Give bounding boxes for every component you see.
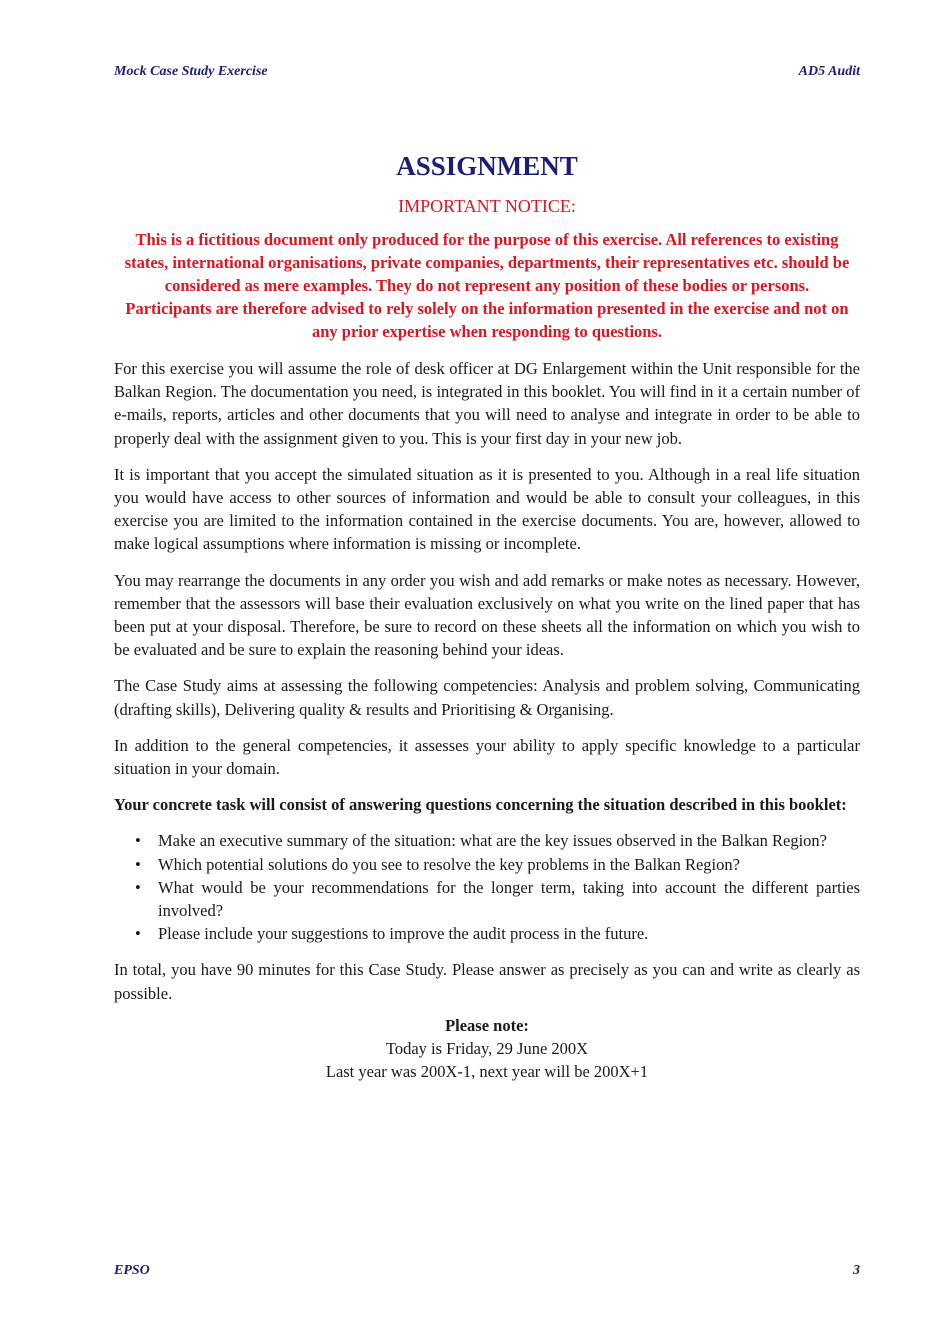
- page-content: [114, 150, 860, 1083]
- paragraph-closing: In total, you have 90 minutes for this Case Study. Please answer as precisely as you can and write as clearly as possible.: [114, 960, 860, 1003]
- page-footer: [114, 1263, 860, 1279]
- bullet-icon: •: [135, 877, 141, 897]
- list-item-text: Which potential solutions do you see to resolve the key problems in the Balkan Region?: [158, 854, 740, 874]
- page-title: ASSIGNMENT: [396, 151, 578, 181]
- list-item: [135, 853, 860, 876]
- please-note-years: Last year was 200X-1, next year will be 200X+1: [325, 1062, 649, 1082]
- bullet-icon: •: [135, 854, 141, 874]
- footer-organisation: EPSO: [114, 1263, 150, 1278]
- page-number: 3: [853, 1263, 860, 1278]
- page-header: [114, 64, 860, 80]
- notice-block: [114, 228, 860, 343]
- header-document-title: Mock Case Study Exercise: [114, 64, 268, 79]
- please-note-block: [114, 1014, 860, 1084]
- list-item: [135, 876, 860, 922]
- paragraph-simulation: It is important that you accept the simulated situation as it is presented to you. Although in a real life situation you would have access to other sources of information and would be able to consult your colleagues, in this exercise you are limited to the information contained in the exercise documents. You are, however, allowed to make logical assumptions where information is missing or incomplete.: [114, 464, 860, 554]
- notice-heading: IMPORTANT NOTICE:: [398, 196, 576, 216]
- list-item-text: Please include your suggestions to improve the audit process in the future.: [158, 924, 649, 944]
- list-item: [135, 922, 860, 945]
- list-item-text: Make an executive summary of the situation: what are the key issues observed in the Balkan Region?: [158, 831, 827, 851]
- task-statement: Your concrete task will consist of answering questions concerning the situation described in this booklet:: [114, 795, 847, 815]
- bullet-icon: •: [135, 831, 141, 851]
- list-item: [135, 829, 860, 852]
- notice-text-disclaimer: This is a fictitious document only produced for the purpose of this exercise. All references to existing states, international organisations, private companies, departments, their representatives etc. should be considered as mere examples. They do not represent any position of these bodies or persons.: [124, 230, 850, 295]
- please-note-heading: Please note:: [445, 1015, 529, 1035]
- header-section-label: AD5 Audit: [798, 64, 860, 79]
- paragraph-competencies: The Case Study aims at assessing the following competencies: Analysis and problem solving, Communicating (drafting skills), Delivering quality & results and Prioritising & Organising.: [114, 676, 860, 719]
- task-list: [114, 829, 860, 945]
- please-note-date: Today is Friday, 29 June 200X: [385, 1039, 589, 1059]
- paragraph-knowledge: In addition to the general competencies, it assesses your ability to apply specific knowledge to a particular situation in your domain.: [114, 735, 860, 779]
- list-item-text: What would be your recommendations for the longer term, taking into account the different parties involved?: [158, 877, 860, 921]
- bullet-icon: •: [135, 924, 141, 944]
- paragraph-documents: You may rearrange the documents in any order you wish and add remarks or make notes as necessary. However, remember that the assessors will base their evaluation exclusively on what you write on the lined paper that has been put at your disposal. Therefore, be sure to record on these sheets all the information on which you wish to be evaluated and be sure to explain the reasoning behind your ideas.: [114, 570, 860, 660]
- notice-text-advice: Participants are therefore advised to rely solely on the information presented in the exercise and not on any prior expertise when responding to questions.: [125, 299, 849, 341]
- paragraph-role: For this exercise you will assume the role of desk officer at DG Enlargement within the Unit responsible for the Balkan Region. The documentation you need, is integrated in this booklet. You will find in it a certain number of e-mails, reports, articles and other documents that you will need to analyse and integrate in order to be able to properly deal with the assignment given to you. This is your first day in your new job.: [114, 359, 860, 448]
